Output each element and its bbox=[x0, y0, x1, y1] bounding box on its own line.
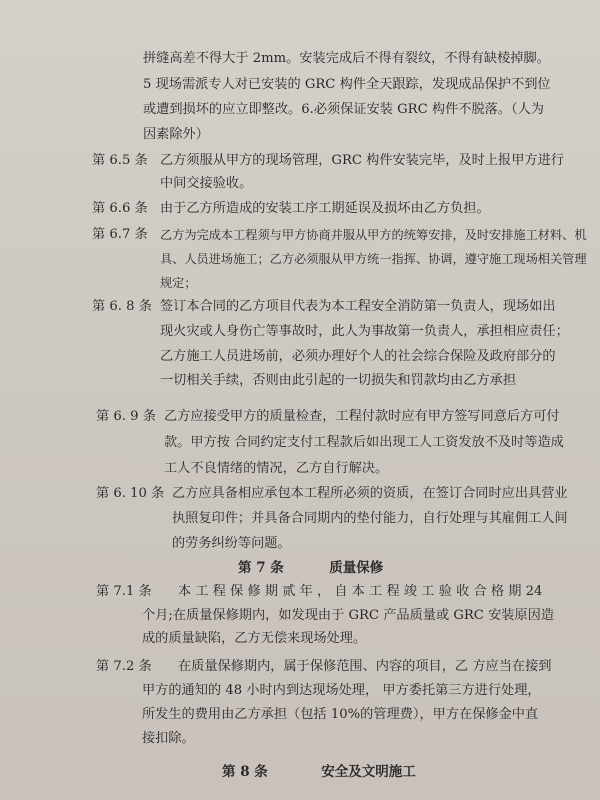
clause-7-2-line: 甲方的通知的 48 小时内到达现场处理， 甲方委托第三方进行处理， bbox=[142, 683, 541, 698]
section-7-title: 质量保修 bbox=[329, 560, 384, 576]
clause-number-6-5: 第 6.5 条 bbox=[92, 153, 148, 168]
clause-6-10-line: 的劳务纠纷等问题。 bbox=[172, 536, 291, 551]
clause-6-5-line: 中间交接验收。 bbox=[160, 176, 253, 191]
clause-number-7-2: 第 7.2 条 bbox=[96, 659, 152, 674]
clause-number-6-10: 第 6. 10 条 bbox=[96, 486, 165, 501]
clause-6-10-line: 乙方应具备相应承包本工程所必须的资质，在签订合同时应出具营业 bbox=[172, 486, 568, 501]
clause-7-2-line: 所发生的费用由乙方承担（包括 10%的管理费），甲方在保修金中直 bbox=[142, 707, 539, 722]
section-8-title: 安全及文明施工 bbox=[321, 764, 416, 780]
clause-6-8-line: 签订本合同的乙方项目代表为本工程安全消防第一负责人，现场如出 bbox=[160, 299, 556, 314]
clause-6-8-line: 乙方施工人员进场前，必须办理好个人的社会综合保险及政府部分的 bbox=[160, 349, 556, 364]
clause-6-9-line: 工人不良情绪的情况，乙方自行解决。 bbox=[164, 461, 389, 476]
section-8-heading bbox=[222, 763, 416, 781]
clause-6-5-line: 乙方须服从甲方的现场管理，GRC 构件安装完毕，及时上报甲方进行 bbox=[160, 153, 564, 168]
clause-6-10-line: 执照复印件；并具备合同期内的垫付能力，自行处理与其雇佣工人间 bbox=[172, 511, 568, 526]
clause-7-2-line: 接扣除。 bbox=[142, 731, 195, 746]
intro-line: 5 现场需派专人对已安装的 GRC 构件全天跟踪，发现成品保护不到位 bbox=[143, 77, 551, 92]
clause-7-1-line: 个月;在质量保修期内，如发现由于 GRC 产品质量或 GRC 安装原因造 bbox=[142, 608, 555, 623]
intro-line: 拼缝高差不得大于 2mm。安装完成后不得有裂纹，不得有缺棱掉脚。 bbox=[143, 51, 550, 66]
clause-6-6-line: 由于乙方所造成的安装工序工期延误及损坏由乙方负担。 bbox=[160, 201, 490, 216]
intro-line: 因素除外） bbox=[143, 127, 209, 142]
clause-number-6-7: 第 6.7 条 bbox=[92, 227, 148, 242]
clause-number-6-8: 第 6. 8 条 bbox=[92, 299, 152, 314]
clause-7-1-line: 成的质量缺陷，乙方无偿来现场处理。 bbox=[142, 631, 367, 646]
section-7-number: 第 7 条 bbox=[238, 560, 284, 576]
section-7-heading bbox=[238, 559, 383, 577]
clause-6-8-line: 一切相关手续，否则由此引起的一切损失和罚款均由乙方承担 bbox=[160, 373, 517, 388]
clause-6-7-line: 具、人员进场施工；乙方必须服从甲方统一指挥、协调，遵守施工现场相关管理 bbox=[160, 252, 587, 266]
section-8-number: 第 8 条 bbox=[222, 764, 268, 780]
clause-6-7-line: 乙方为完成本工程须与甲方协商并服从甲方的统筹安排，及时安排施工材料、机 bbox=[160, 228, 587, 242]
clause-number-6-6: 第 6.6 条 bbox=[92, 201, 148, 216]
intro-line: 或遭到损坏的应立即整改。6.必须保证安装 GRC 构件不脱落。（人为 bbox=[143, 102, 544, 117]
clause-7-2-line: 在质量保修期内，属于保修范围、内容的项目，乙 方应当在接到 bbox=[178, 659, 552, 674]
clause-7-1-line: 本 工 程 保 修 期 贰 年 ， 自 本 工 程 竣 工 验 收 合 格 期 24 bbox=[178, 584, 543, 599]
clause-6-7-line: 规定； bbox=[160, 276, 197, 290]
clause-6-9-line: 款。甲方按 合同约定支付工程款后如出现工人工资发放不及时等造成 bbox=[164, 435, 564, 450]
clause-number-7-1: 第 7.1 条 bbox=[96, 584, 152, 599]
clause-6-9-line: 乙方应接受甲方的质量检查，工程付款时应有甲方签写同意后方可付 bbox=[164, 409, 560, 424]
clause-number-6-9: 第 6. 9 条 bbox=[96, 409, 156, 424]
clause-6-8-line: 现火灾或人身伤亡等事故时，此人为事故第一负责人，承担相应责任； bbox=[160, 324, 569, 339]
